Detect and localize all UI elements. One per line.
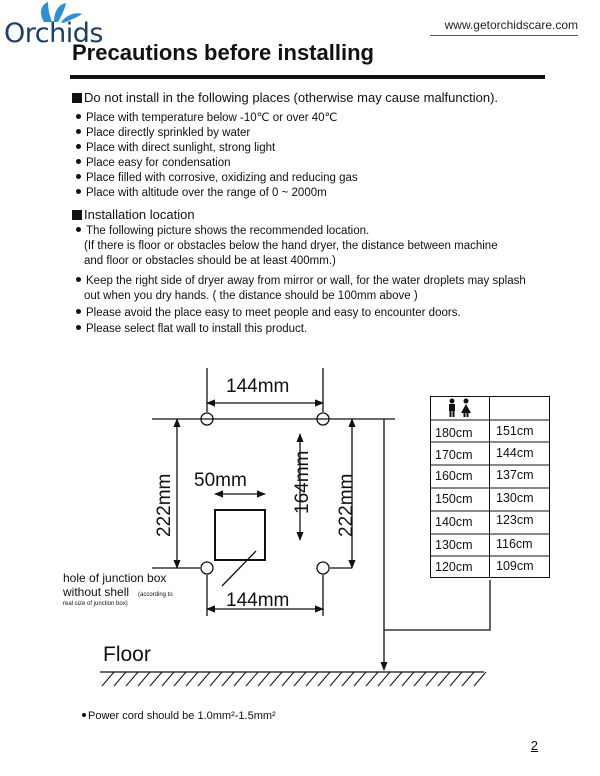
list-item-text: Please select flat wall to install this product. [86, 323, 308, 335]
table-cell-mount-height: 109cm [496, 559, 534, 573]
junction-box-note-2: real size of junction box) [63, 601, 128, 607]
height-table [430, 396, 550, 578]
table-cell-mount-height: 137cm [496, 468, 534, 482]
table-cell-user-height: 120cm [435, 560, 473, 574]
list-item-text: Place with temperature below -10℃ or over 40℃ [86, 112, 338, 124]
list-item-text: Place with altitude over the range of 0 ~ 2000m [86, 187, 327, 199]
list-item-continuation: out when you dry hands. ( the distance should be 100mm above ) [84, 290, 418, 302]
table-cell-mount-height: 130cm [496, 491, 534, 505]
dim-top-label: 144mm [226, 376, 290, 397]
list-item-continuation: and floor or obstacles should be at least 400mm.) [84, 255, 336, 267]
section-heading-text: Installation location [84, 207, 195, 222]
table-cell-mount-height: 123cm [496, 513, 534, 527]
list-item-text: Place with direct sunlight, strong light [86, 142, 276, 154]
dim-mid-label: 164mm [292, 450, 313, 514]
list-item-text: Place easy for condensation [86, 157, 231, 169]
website-link[interactable]: www.getorchidscare.com [444, 18, 578, 32]
floor-label: Floor [103, 643, 151, 666]
dim-box-label: 50mm [194, 470, 247, 491]
page-number: 2 [530, 738, 538, 753]
table-cell-user-height: 150cm [435, 492, 473, 506]
list-item-text: Please avoid the place easy to meet people and easy to encounter doors. [86, 307, 461, 319]
junction-box-label-2: without shell [63, 585, 130, 599]
power-cord-note-text: Power cord should be 1.0mm²-1.5mm² [88, 710, 276, 722]
table-cell-mount-height: 144cm [496, 446, 534, 460]
table-cell-mount-height: 116cm [496, 537, 533, 551]
table-cell-mount-height: 151cm [496, 424, 534, 438]
page-title: Precautions before installing [72, 40, 374, 65]
list-item-text: Place filled with corrosive, oxidizing and reducing gas [86, 172, 358, 184]
table-cell-user-height: 180cm [435, 426, 473, 440]
bullet-icon [82, 713, 86, 717]
table-cell-user-height: 170cm [435, 448, 473, 462]
table-cell-user-height: 130cm [435, 538, 473, 552]
junction-box-note-1: (according to [138, 592, 173, 598]
section-heading-text: Do not install in the following places (otherwise may cause malfunction). [84, 90, 499, 105]
table-cell-user-height: 160cm [435, 469, 473, 483]
power-cord-note [82, 710, 276, 722]
list-item-text: The following picture shows the recommended location. [86, 225, 370, 237]
dim-bottom-label: 144mm [226, 590, 290, 611]
dim-right-label: 222mm [336, 473, 357, 537]
list-item-text: Place directly sprinkled by water [86, 127, 251, 139]
table-cell-user-height: 140cm [435, 515, 473, 529]
logo-text: Orchids [4, 18, 103, 49]
list-item-continuation: (If there is floor or obstacles below the hand dryer, the distance between machine [84, 240, 498, 252]
dim-left-label: 222mm [154, 473, 175, 537]
list-item-text: Keep the right side of dryer away from mirror or wall, for the water droplets may splash [86, 275, 526, 287]
junction-box-label-1: hole of junction box [63, 571, 167, 585]
floor-hatching [102, 672, 486, 686]
man-woman-icon [449, 399, 471, 418]
